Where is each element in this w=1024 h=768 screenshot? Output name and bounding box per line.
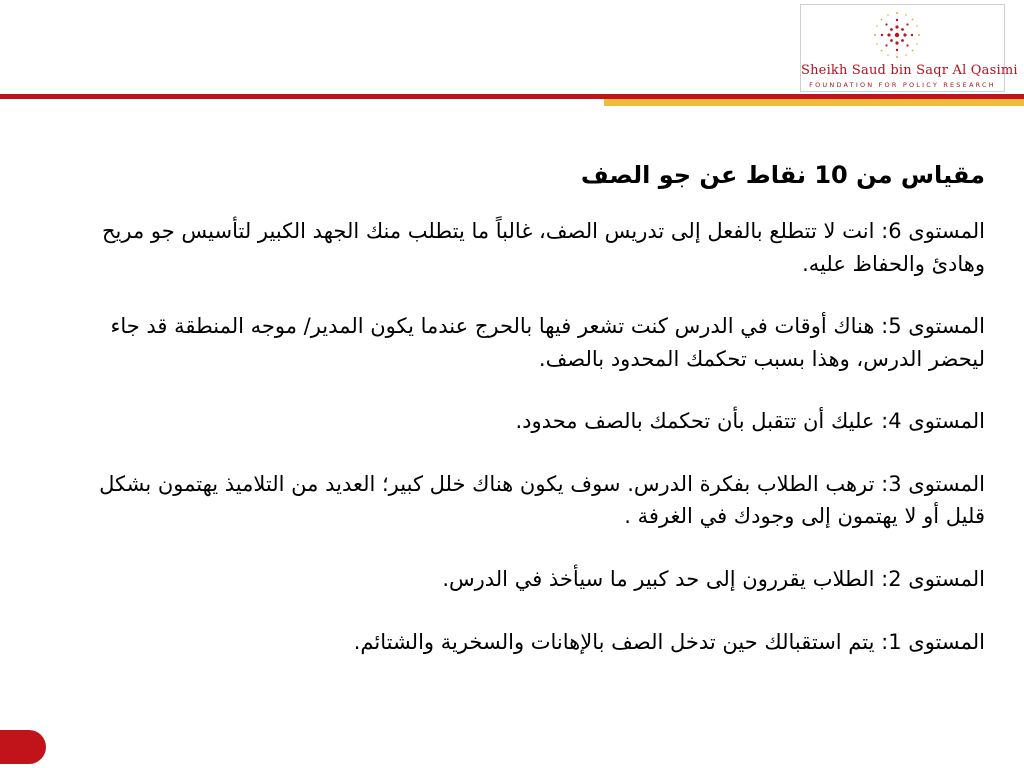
- slide-title: مقياس من 10 نقاط عن جو الصف: [580, 161, 985, 189]
- level-3-text: المستوى 3: ترهب الطلاب بفكرة الدرس. سوف يكون هناك خلل كبير؛ العديد من التلاميذ يهتمون بشكل قليل أو لا يهتمون إلى وجودك في الغرفة .: [99, 471, 985, 529]
- level-5-text: المستوى 5: هناك أوقات في الدرس كنت تشعر فيها بالحرج عندما يكون المدير/ موجه المنطقة قد جاء ليحضر الدرس، وهذا بسبب تحكمك المحدود بالصف.: [110, 314, 985, 371]
- level-6-text: المستوى 6: انت لا تتطلع بالفعل إلى تدريس الصف، غالباً ما يتطلب منك الجهد الكبير لتأسيس جو مريح وهادئ والحفاظ عليه.: [101, 219, 985, 276]
- corner-tab-shape: [0, 730, 46, 764]
- foundation-logo: [800, 4, 1018, 92]
- level-1-text: المستوى 1: يتم استقبالك حين تدخل الصف بالإهانات والسخرية والشتائم.: [353, 629, 985, 654]
- level-2-text: المستوى 2: الطلاب يقررون إلى حد كبير ما سيأخذ في الدرس.: [442, 567, 985, 592]
- slide-content: [60, 160, 985, 688]
- header-gold-rule: [604, 99, 1024, 106]
- logo-subtitle: FOUNDATION FOR POLICY RESEARCH: [809, 81, 996, 89]
- level-4-text: المستوى 4: عليك أن تتقبل بأن تحكمك بالصف محدود.: [515, 409, 985, 434]
- logo-name: Sheikh Saud bin Saqr Al Qasimi: [801, 63, 1018, 78]
- sunburst-logo-icon: [867, 7, 927, 63]
